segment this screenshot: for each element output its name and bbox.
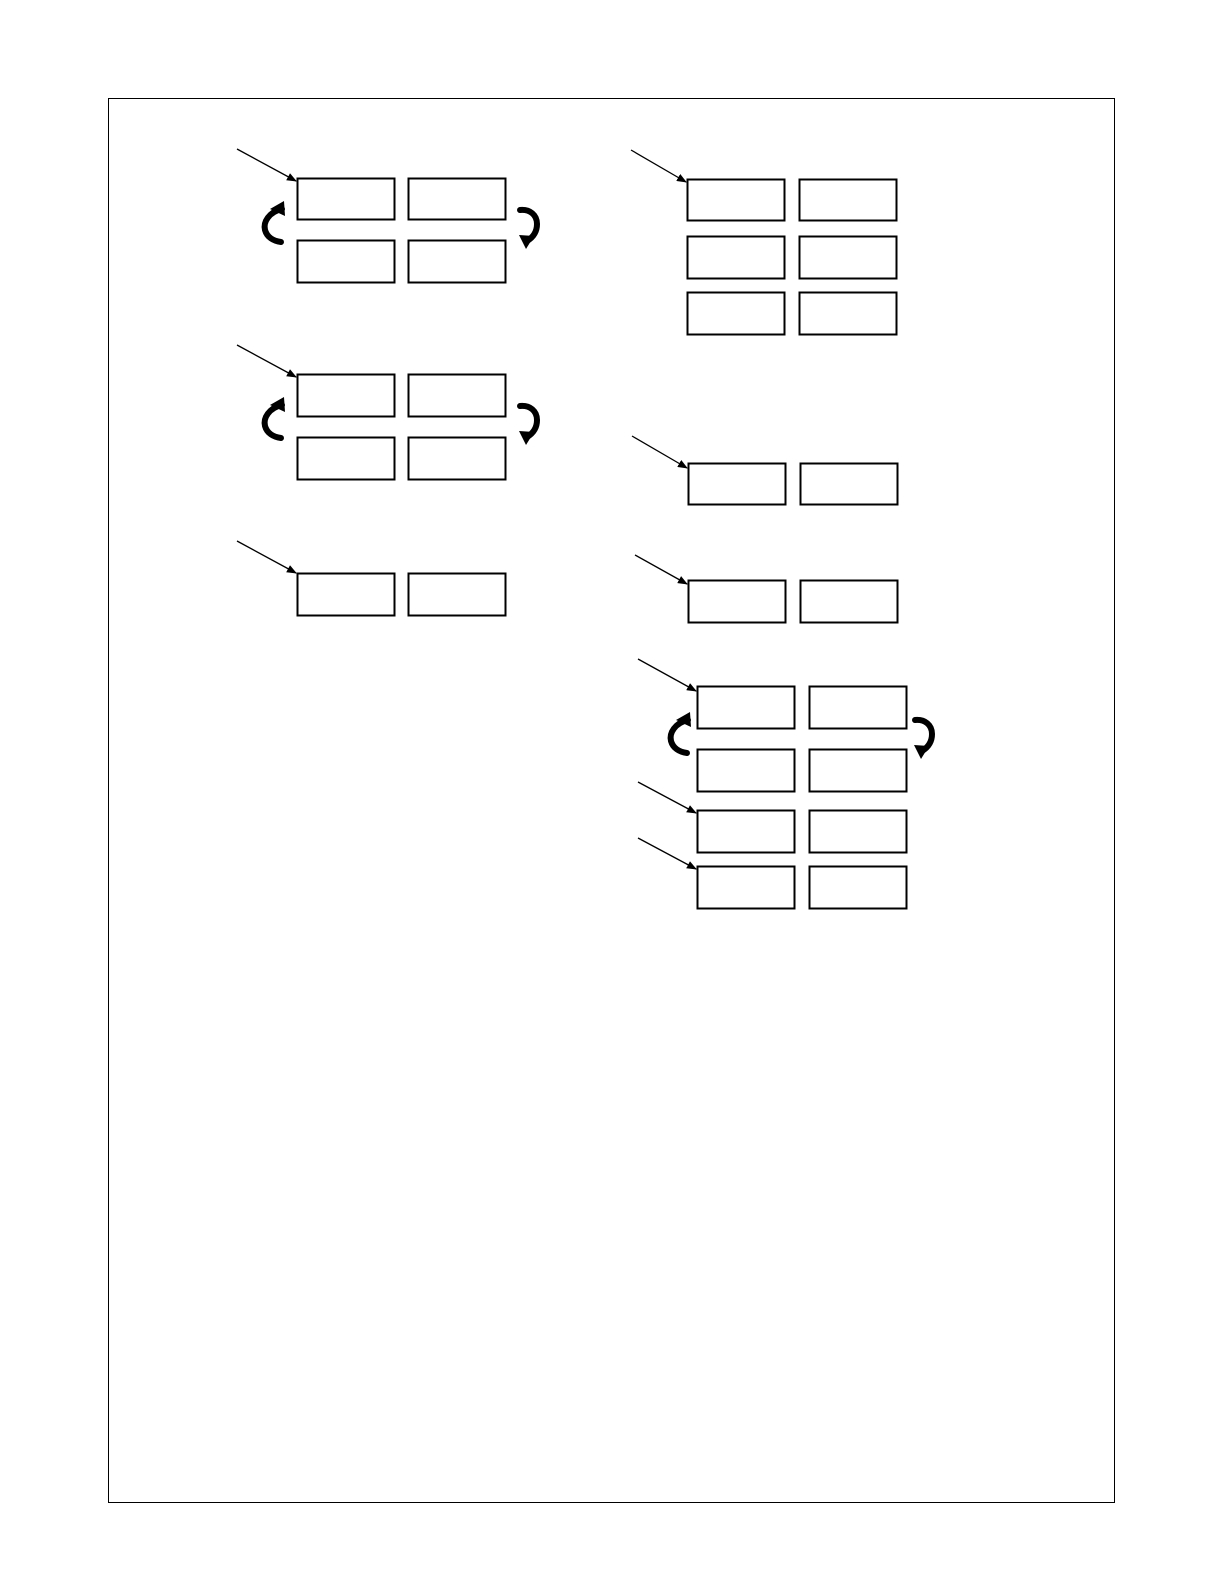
cell-box bbox=[409, 241, 506, 283]
cell-box bbox=[688, 237, 785, 279]
pointer-arrow-icon bbox=[638, 659, 696, 691]
cell-box bbox=[801, 581, 898, 623]
cell-box bbox=[409, 179, 506, 220]
right-group-2 bbox=[632, 436, 898, 505]
counterclockwise-arrow-icon bbox=[671, 712, 691, 753]
cell-box bbox=[698, 687, 795, 729]
pointer-arrow-icon bbox=[638, 782, 696, 813]
right-group-4 bbox=[638, 659, 932, 909]
cell-box bbox=[298, 574, 395, 616]
pointer-arrow-icon bbox=[631, 150, 686, 182]
counterclockwise-arrow-icon bbox=[265, 201, 285, 242]
right-group-3 bbox=[635, 555, 898, 623]
cell-box bbox=[698, 867, 795, 909]
cell-box bbox=[810, 867, 907, 909]
cell-box bbox=[810, 687, 907, 729]
page-frame bbox=[109, 99, 1115, 1503]
right-group-1 bbox=[631, 150, 897, 335]
cell-box bbox=[800, 237, 897, 279]
cell-box bbox=[810, 750, 907, 792]
clockwise-arrow-icon bbox=[519, 210, 537, 249]
pointer-arrow-icon bbox=[638, 838, 696, 869]
cell-box bbox=[801, 464, 898, 505]
left-group-2 bbox=[237, 345, 537, 480]
cell-box bbox=[800, 180, 897, 221]
pointer-arrow-icon bbox=[632, 436, 687, 468]
pointer-arrow-icon bbox=[237, 541, 296, 573]
cell-box bbox=[698, 750, 795, 792]
cell-box bbox=[409, 574, 506, 616]
cell-box bbox=[698, 811, 795, 853]
cell-box bbox=[689, 464, 786, 505]
cell-box bbox=[409, 438, 506, 480]
pointer-arrow-icon bbox=[635, 555, 687, 584]
clockwise-arrow-icon bbox=[914, 720, 932, 759]
cell-box bbox=[298, 375, 395, 417]
cell-box bbox=[688, 293, 785, 335]
cell-box bbox=[810, 811, 907, 853]
cell-box bbox=[409, 375, 506, 417]
pointer-arrow-icon bbox=[237, 345, 296, 377]
clockwise-arrow-icon bbox=[519, 406, 537, 445]
left-group-1 bbox=[237, 149, 537, 283]
left-group-3 bbox=[237, 541, 506, 616]
cell-box bbox=[800, 293, 897, 335]
cell-box bbox=[298, 179, 395, 220]
cell-box bbox=[298, 438, 395, 480]
cell-box bbox=[688, 180, 785, 221]
cell-box bbox=[298, 241, 395, 283]
cell-box bbox=[689, 581, 786, 623]
counterclockwise-arrow-icon bbox=[265, 397, 285, 438]
pointer-arrow-icon bbox=[237, 149, 296, 181]
